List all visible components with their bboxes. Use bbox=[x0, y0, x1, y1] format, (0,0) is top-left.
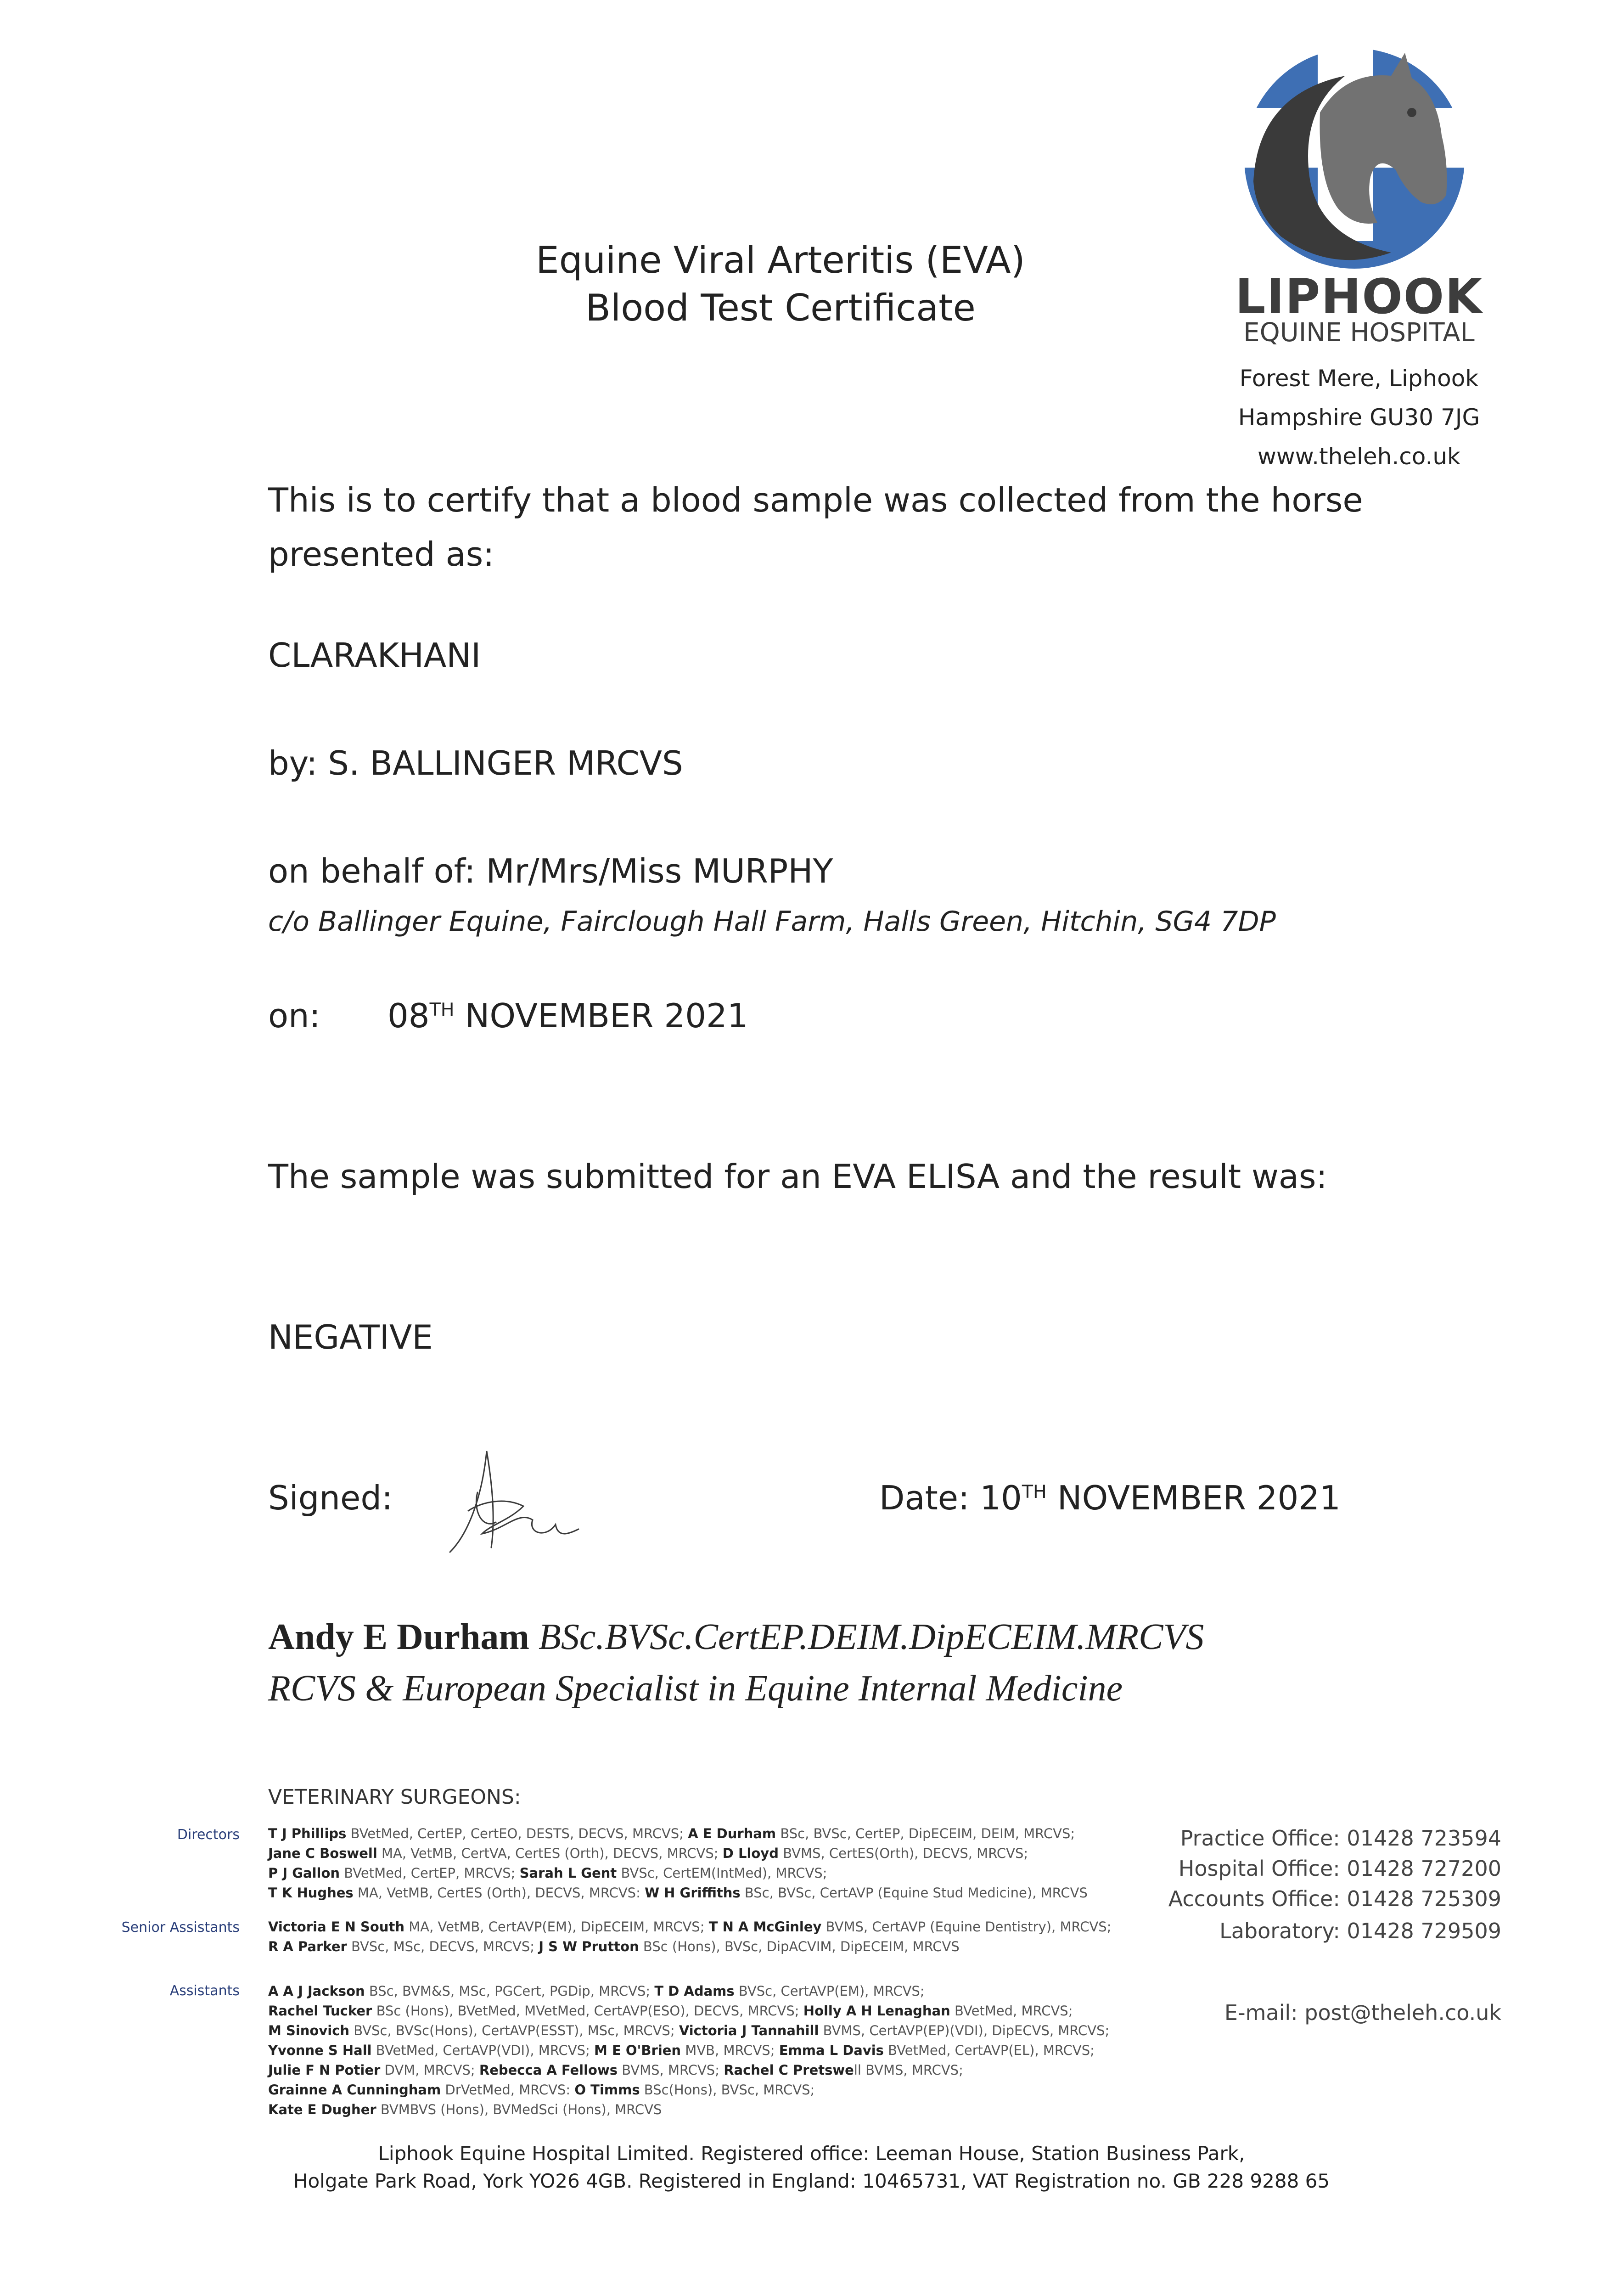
staff-qualifications: MVB, MRCVS; bbox=[681, 2043, 779, 2058]
collection-date bbox=[268, 996, 748, 1035]
by-label: by: bbox=[268, 744, 318, 782]
directors-label: Directors bbox=[177, 1827, 240, 1843]
staff-name: Grainne A Cunningham bbox=[268, 2082, 441, 2098]
staff-qualifications: MA, VetMB, CertVA, CertES (Orth), DECVS, MRCVS; bbox=[377, 1846, 723, 1861]
footer-line-1: Liphook Equine Hospital Limited. Registered office: Leeman House, Station Business Park, bbox=[378, 2142, 1245, 2165]
staff-qualifications: BVSc, MSc, DECVS, MRCVS; bbox=[347, 1939, 539, 1954]
signature bbox=[441, 1442, 592, 1561]
staff-qualifications: BSc, BVSc, CertAVP (Equine Stud Medicine), MRCVS bbox=[740, 1885, 1088, 1901]
staff-name: A A J Jackson bbox=[268, 1983, 365, 1999]
staff-qualifications: BVSc, CertAVP(EM), MRCVS; bbox=[734, 1983, 925, 1999]
staff-qualifications: BVSc, CertEM(IntMed), MRCVS; bbox=[617, 1865, 827, 1881]
staff-name: Rachel Tucker bbox=[268, 2003, 372, 2019]
staff-qualifications: BSc, BVSc, CertEP, DipECEIM, DEIM, MRCVS; bbox=[776, 1826, 1075, 1841]
staff-qualifications: BVetMed, CertEP, CertEO, DESTS, DECVS, MRCVS; bbox=[346, 1826, 688, 1841]
date-day: 10 bbox=[980, 1479, 1022, 1517]
staff-qualifications: BVSc, BVSc(Hons), CertAVP(ESST), MSc, MRCVS; bbox=[349, 2023, 679, 2038]
staff-name: Victoria J Tannahill bbox=[679, 2023, 819, 2038]
staff-line bbox=[268, 1883, 1088, 1903]
senior-assistants-list bbox=[268, 1917, 1112, 1957]
logo-name-secondary: EQUINE HOSPITAL bbox=[1243, 318, 1475, 348]
date-month-year: NOVEMBER 2021 bbox=[1057, 1479, 1341, 1517]
staff-name: Kate E Dugher bbox=[268, 2102, 376, 2117]
staff-qualifications: BVMS, CertAVP(EP)(VDI), DipECVS, MRCVS; bbox=[819, 2023, 1110, 2038]
staff-qualifications: MA, VetMB, CertAVP(EM), DipECEIM, MRCVS; bbox=[404, 1919, 709, 1935]
staff-line bbox=[268, 1824, 1088, 1844]
staff-line bbox=[268, 2060, 1109, 2080]
intro-text bbox=[268, 473, 1363, 581]
staff-name: Sarah L Gent bbox=[519, 1865, 617, 1881]
staff-name: T N A McGinley bbox=[708, 1919, 822, 1935]
on-month-year: NOVEMBER 2021 bbox=[465, 996, 748, 1035]
certificate-title bbox=[482, 236, 1079, 332]
collected-by bbox=[268, 744, 683, 782]
staff-qualifications: DrVetMed, MRCVS: bbox=[441, 2082, 575, 2098]
address-line-2: Hampshire GU30 7JG bbox=[1238, 404, 1480, 431]
date-label: Date: bbox=[879, 1479, 970, 1517]
logo bbox=[1240, 44, 1469, 273]
by-value: S. BALLINGER MRCVS bbox=[328, 744, 683, 782]
staff-qualifications: BSc (Hons), BVSc, DipACVIM, DipECEIM, MRCVS bbox=[639, 1939, 960, 1954]
hospital-office: Hospital Office: 01428 727200 bbox=[1178, 1856, 1501, 1881]
company-footer bbox=[0, 2140, 1623, 2195]
staff-line bbox=[268, 2100, 1109, 2120]
staff-name: Jane C Boswell bbox=[268, 1846, 377, 1861]
staff-name: P J Gallon bbox=[268, 1865, 340, 1881]
staff-qualifications: BSc (Hons), BVetMed, MVetMed, CertAVP(ESO), DECVS, MRCVS; bbox=[372, 2003, 803, 2019]
signatory-name: Andy E Durham bbox=[268, 1617, 530, 1657]
staff-name: M Sinovich bbox=[268, 2023, 350, 2038]
staff-name: T D Adams bbox=[654, 1983, 735, 1999]
intro-line-1: This is to certify that a blood sample was collected from the horse bbox=[268, 481, 1363, 519]
logo-name-primary: LIPHOOK bbox=[1235, 269, 1483, 325]
staff-name: D Lloyd bbox=[722, 1846, 779, 1861]
assistants-label: Assistants bbox=[169, 1983, 240, 1999]
staff-name: T J Phillips bbox=[268, 1826, 347, 1841]
staff-line bbox=[268, 1863, 1088, 1883]
behalf-value: Mr/Mrs/Miss MURPHY bbox=[486, 852, 833, 890]
practice-office: Practice Office: 01428 723594 bbox=[1180, 1826, 1501, 1851]
footer-line-2: Holgate Park Road, York YO26 4GB. Registered in England: 10465731, VAT Registration no. GB 228 9288 65 bbox=[293, 2170, 1330, 2192]
staff-name: A E Durham bbox=[688, 1826, 776, 1841]
staff-name: O Timms bbox=[574, 2082, 640, 2098]
staff-name: J S W Prutton bbox=[539, 1939, 639, 1954]
staff-name: R A Parker bbox=[268, 1939, 347, 1954]
accounts-office: Accounts Office: 01428 725309 bbox=[1168, 1886, 1501, 1911]
signatory-name-line bbox=[268, 1616, 1204, 1658]
staff-line bbox=[268, 1981, 1109, 2001]
directors-list bbox=[268, 1824, 1088, 1903]
staff-qualifications: MA, VetMB, CertES (Orth), DECVS, MRCVS: bbox=[353, 1885, 645, 1901]
on-behalf-of bbox=[268, 852, 833, 890]
on-label: on: bbox=[268, 996, 320, 1035]
staff-line bbox=[268, 2080, 1109, 2100]
on-day: 08 bbox=[387, 996, 430, 1035]
staff-line bbox=[268, 2021, 1109, 2041]
handwritten-signature-icon bbox=[441, 1442, 592, 1561]
care-of-address: c/o Ballinger Equine, Fairclough Hall Farm, Halls Green, Hitchin, SG4 7DP bbox=[268, 906, 1276, 938]
horse-logo-icon bbox=[1240, 44, 1469, 273]
staff-line bbox=[268, 1844, 1088, 1863]
staff-qualifications: BVMS, MRCVS; bbox=[618, 2062, 724, 2078]
staff-qualifications: BVetMed, CertAVP(VDI), MRCVS; bbox=[371, 2043, 595, 2058]
staff-name: W H Griffiths bbox=[645, 1885, 741, 1901]
behalf-label: on behalf of: bbox=[268, 852, 476, 890]
title-line-1: Equine Viral Arteritis (EVA) bbox=[536, 239, 1025, 281]
staff-qualifications: BVetMed, MRCVS; bbox=[950, 2003, 1073, 2019]
assistants-list bbox=[268, 1981, 1109, 2120]
surgeons-heading: VETERINARY SURGEONS: bbox=[268, 1785, 521, 1809]
staff-qualifications: BVMBVS (Hons), BVMedSci (Hons), MRCVS bbox=[376, 2102, 662, 2117]
address-line-1: Forest Mere, Liphook bbox=[1239, 365, 1479, 392]
staff-qualifications: BVetMed, CertAVP(EL), MRCVS; bbox=[883, 2043, 1095, 2058]
staff-line bbox=[268, 2041, 1109, 2060]
staff-name: Rebecca A Fellows bbox=[479, 2062, 618, 2078]
title-line-2: Blood Test Certificate bbox=[585, 287, 976, 329]
date-suffix: TH bbox=[1022, 1481, 1047, 1503]
email-contact[interactable]: E-mail: post@theleh.co.uk bbox=[1224, 2000, 1501, 2025]
staff-qualifications: BSc(Hons), BVSc, MRCVS; bbox=[640, 2082, 815, 2098]
submission-text: The sample was submitted for an EVA ELISA and the result was: bbox=[268, 1157, 1327, 1196]
staff-qualifications: DVM, MRCVS; bbox=[380, 2062, 479, 2078]
staff-qualifications: BSc, BVM&S, MSc, PGCert, PGDip, MRCVS; bbox=[365, 1983, 655, 1999]
staff-line bbox=[268, 1937, 1112, 1957]
staff-name: Rachel C Pretswe bbox=[724, 2062, 854, 2078]
result-value: NEGATIVE bbox=[268, 1318, 433, 1356]
signatory-title: RCVS & European Specialist in Equine Internal Medicine bbox=[268, 1668, 1123, 1709]
website-link[interactable]: www.theleh.co.uk bbox=[1257, 443, 1461, 470]
laboratory: Laboratory: 01428 729509 bbox=[1219, 1919, 1501, 1943]
staff-name: Holly A H Lenaghan bbox=[803, 2003, 950, 2019]
staff-name: M E O'Brien bbox=[594, 2043, 681, 2058]
hospital-address bbox=[1185, 359, 1533, 476]
intro-line-2: presented as: bbox=[268, 535, 494, 574]
signed-date bbox=[879, 1479, 1341, 1517]
staff-name: Victoria E N South bbox=[268, 1919, 404, 1935]
staff-name: Emma L Davis bbox=[779, 2043, 884, 2058]
signatory-qualifications: BSc.BVSc.CertEP.DEIM.DipECEIM.MRCVS bbox=[539, 1617, 1204, 1657]
staff-line bbox=[268, 1917, 1112, 1937]
staff-qualifications: ll BVMS, MRCVS; bbox=[854, 2062, 963, 2078]
staff-qualifications: BVetMed, CertEP, MRCVS; bbox=[340, 1865, 520, 1881]
staff-qualifications: BVMS, CertAVP (Equine Dentistry), MRCVS; bbox=[821, 1919, 1112, 1935]
staff-name: Yvonne S Hall bbox=[268, 2043, 372, 2058]
staff-qualifications: BVMS, CertES(Orth), DECVS, MRCVS; bbox=[778, 1846, 1028, 1861]
staff-name: T K Hughes bbox=[268, 1885, 354, 1901]
on-suffix: TH bbox=[429, 999, 455, 1020]
senior-assistants-label: Senior Assistants bbox=[121, 1919, 240, 1936]
signed-label: Signed: bbox=[268, 1479, 393, 1517]
staff-line bbox=[268, 2001, 1109, 2021]
office-contacts bbox=[1139, 1823, 1501, 1946]
horse-name: CLARAKHANI bbox=[268, 636, 481, 675]
staff-name: Julie F N Potier bbox=[268, 2062, 381, 2078]
